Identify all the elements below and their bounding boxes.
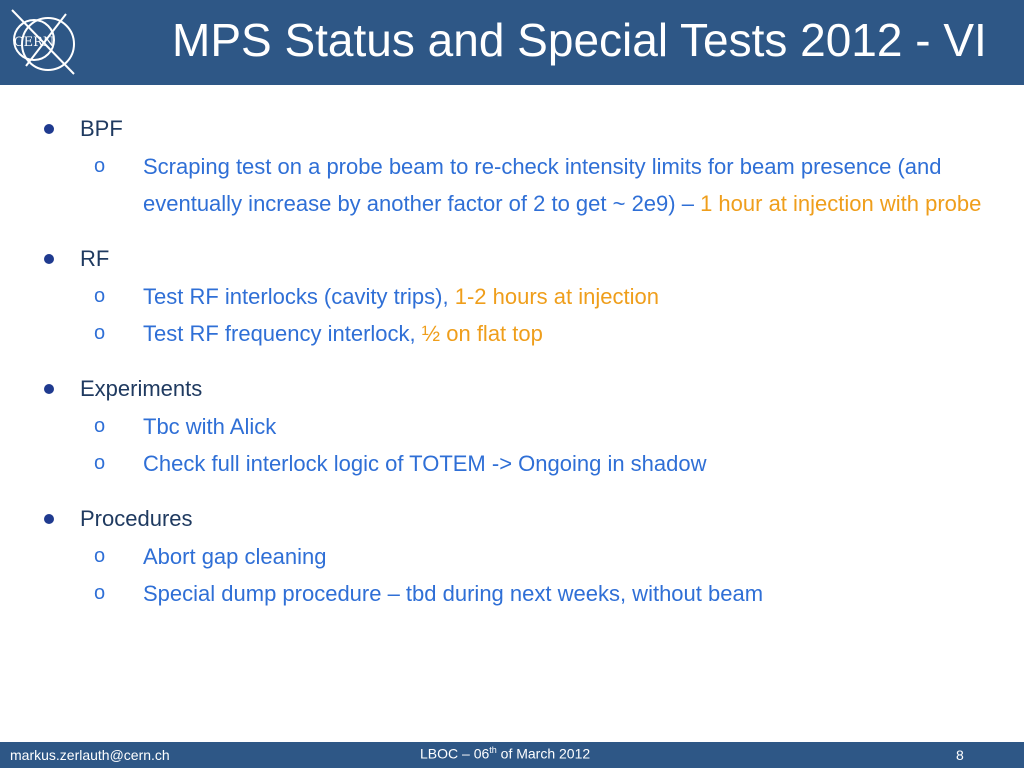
bullet-section-procedures — [0, 500, 1024, 612]
logo-text: CERN — [13, 35, 55, 50]
sub-bullet — [0, 148, 1024, 222]
sub-bullet-text: Test RF frequency interlock, — [143, 321, 422, 346]
footer-bar — [0, 742, 1024, 768]
bullet-section-bpf — [0, 110, 1024, 222]
circle-bullet-icon: o — [94, 582, 106, 604]
sub-bullet — [0, 538, 1024, 575]
sub-bullet — [0, 278, 1024, 315]
sub-bullet-highlight: 1-2 hours at injection — [454, 284, 659, 309]
sub-bullet-text: Test RF interlocks (cavity trips), — [143, 284, 455, 309]
bullet-item — [0, 240, 1024, 278]
circle-bullet-icon: o — [94, 155, 106, 177]
footer-event-prefix: LBOC – 06 — [420, 745, 490, 762]
bullet-label: BPF — [80, 116, 123, 141]
sub-bullet — [0, 315, 1024, 352]
sub-bullet-highlight: 1 hour at injection with probe — [700, 191, 982, 216]
bullet-item — [0, 500, 1024, 538]
sub-bullet-text: Abort gap cleaning — [143, 544, 327, 569]
circle-bullet-icon: o — [94, 285, 106, 307]
bullet-dot-icon — [44, 384, 54, 394]
bullet-label: Procedures — [80, 506, 193, 531]
bullet-item — [0, 370, 1024, 408]
circle-bullet-icon: o — [94, 415, 106, 437]
bullet-section-rf — [0, 240, 1024, 352]
footer-event — [420, 745, 590, 762]
sub-bullet-text: Special dump procedure – tbd during next weeks, without beam — [143, 581, 764, 606]
sub-bullet-text: Scraping test on a probe beam to re-check intensity limits for beam presence (and eventually increase by another factor of 2 to get ~ 2e9) – — [143, 154, 942, 216]
page-number: 8 — [956, 747, 964, 763]
footer-event-sup: th — [489, 745, 497, 755]
bullet-dot-icon — [44, 124, 54, 134]
header-bar — [0, 0, 1024, 85]
circle-bullet-icon: o — [94, 545, 106, 567]
sub-bullet — [0, 408, 1024, 445]
bullet-label: RF — [80, 246, 110, 271]
sub-bullet-text: Tbc with Alick — [143, 414, 277, 439]
slide-title: MPS Status and Special Tests 2012 - VI — [172, 14, 987, 66]
footer-event-suffix: of March 2012 — [496, 745, 591, 762]
bullet-dot-icon — [44, 514, 54, 524]
sub-bullet-text: Check full interlock logic of TOTEM -> Ongoing in shadow — [143, 451, 707, 476]
footer-email: markus.zerlauth@cern.ch — [10, 747, 170, 763]
circle-bullet-icon: o — [94, 452, 106, 474]
bullet-label: Experiments — [80, 376, 203, 401]
slide-content — [0, 110, 1024, 630]
cern-logo-icon — [6, 4, 80, 80]
bullet-item — [0, 110, 1024, 148]
circle-bullet-icon: o — [94, 322, 106, 344]
sub-bullet — [0, 575, 1024, 612]
bullet-dot-icon — [44, 254, 54, 264]
sub-bullet-highlight: ½ on flat top — [421, 321, 543, 346]
sub-bullet — [0, 445, 1024, 482]
bullet-section-experiments — [0, 370, 1024, 482]
